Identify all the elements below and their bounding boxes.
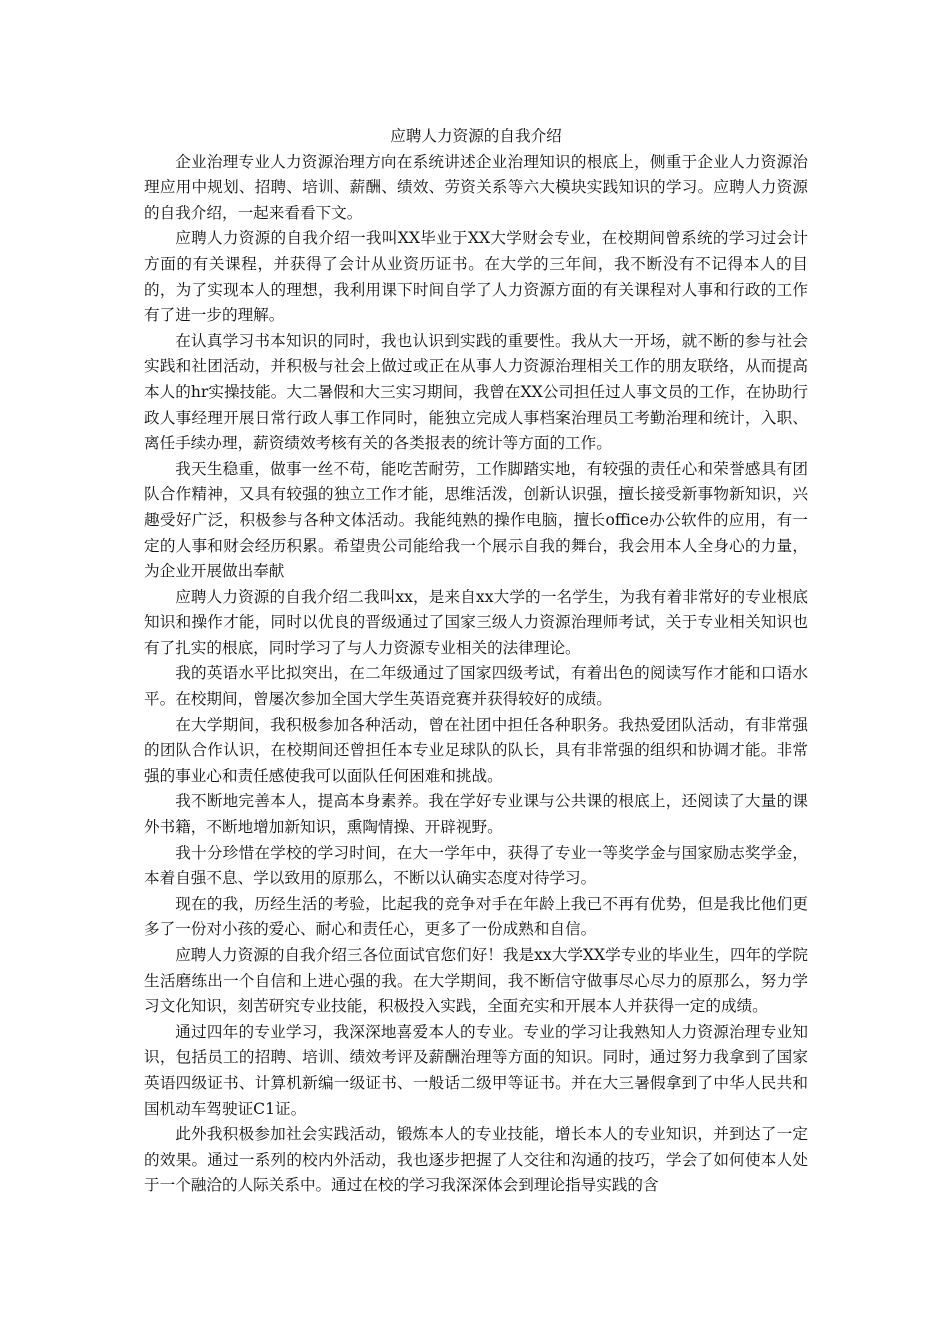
paragraph: 在认真学习书本知识的同时，我也认识到实践的重要性。我从大一开场，就不断的参与社会实践和社团活动，并积极与社会上做过或正在从事人力资源治理相关工作的朋友联络，从而提高本人的hr实操技能。大二暑假和大三实习期间，我曾在XX公司担任过人事文员的工作，在协助行政人事经理开展日常行政人事工作同时，能独立完成人事档案治理员工考勤治理和统计，入职、离任手续办理，薪资绩效考核有关的各类报表的统计等方面的工作。: [144, 331, 808, 453]
paragraph: 在大学期间，我积极参加各种活动，曾在社团中担任各种职务。我热爱团队活动，有非常强的团队合作认识，在校期间还曾担任本专业足球队的队长，具有非常强的组织和协调才能。非常强的事业心和责任感使我可以面队任何困难和挑战。: [144, 715, 808, 785]
paragraph: 应聘人力资源的自我介绍三各位面试官您们好！我是xx大学XX学专业的毕业生，四年的学院生活磨练出一个自信和上进心强的我。在大学期间，我不断信守做事尽心尽力的原那么，努力学习文化知识，刻苦研究专业技能，积极投入实践，全面充实和开展本人并获得一定的成绩。: [144, 946, 808, 1016]
paragraph: 我十分珍惜在学校的学习时间，在大一学年中，获得了专业一等奖学金与国家励志奖学金，本着自强不息、学以致用的原那么，不断以认确实态度对待学习。: [144, 843, 808, 888]
paragraph: 现在的我，历经生活的考验，比起我的竞争对手在年龄上我已不再有优势，但是我比他们更多了一份对小孩的爱心、耐心和责任心，更多了一份成熟和自信。: [144, 894, 808, 939]
paragraph: 我不断地完善本人，提高本身素养。我在学好专业课与公共课的根底上，还阅读了大量的课外书籍，不断地增加新知识，熏陶情操、开辟视野。: [144, 792, 808, 837]
document-body: [144, 124, 808, 1199]
document-title: 应聘人力资源的自我介绍: [390, 127, 562, 145]
paragraph: 应聘人力资源的自我介绍二我叫xx，是来自xx大学的一名学生，为我有着非常好的专业根底知识和操作才能，同时以优良的晋级通过了国家三级人力资源治理师考试，关于专业相关知识也有了扎实的根底，同时学习了与人力资源专业相关的法律理论。: [144, 587, 808, 657]
paragraph: 应聘人力资源的自我介绍一我叫XX毕业于XX大学财会专业，在校期间曾系统的学习过会计方面的有关课程，并获得了会计从业资历证书。在大学的三年间，我不断没有不记得本人的目的，为了实现本人的理想，我利用课下时间自学了人力资源方面的有关课程对人事和行政的工作有了进一步的理解。: [144, 229, 808, 325]
paragraph: 通过四年的专业学习，我深深地喜爱本人的专业。专业的学习让我熟知人力资源治理专业知识，包括员工的招聘、培训、绩效考评及薪酬治理等方面的知识。同时，通过努力我拿到了国家英语四级证书、计算机新编一级证书、一般话二级甲等证书。并在大三暑假拿到了中华人民共和国机动车驾驶证C1证。: [144, 1022, 808, 1118]
paragraph: 我的英语水平比拟突出，在二年级通过了国家四级考试，有着出色的阅读写作才能和口语水平。在校期间，曾屡次参加全国大学生英语竞赛并获得较好的成绩。: [144, 664, 808, 709]
paragraph: 我天生稳重，做事一丝不苟，能吃苦耐劳，工作脚踏实地，有较强的责任心和荣誉感具有团队合作精神，又具有较强的独立工作才能，思维活泼，创新认识强，擅长接受新事物新知识，兴趣受好广泛，积极参与各种文体活动。我能纯熟的操作电脑，擅长office办公软件的应用，有一定的人事和财会经历积累。希望贵公司能给我一个展示自我的舞台，我会用本人全身心的力量，为企业开展做出奉献: [144, 459, 808, 581]
paragraph: 企业治理专业人力资源治理方向在系统讲述企业治理知识的根底上，侧重于企业人力资源治理应用中规划、招聘、培训、薪酬、绩效、劳资关系等六大模块实践知识的学习。应聘人力资源的自我介绍，一起来看看下文。: [144, 152, 808, 222]
paragraph: 此外我积极参加社会实践活动，锻炼本人的专业技能，增长本人的专业知识，并到达了一定的效果。通过一系列的校内外活动，我也逐步把握了人交往和沟通的技巧，学会了如何使本人处于一个融洽的人际关系中。通过在校的学习我深深体会到理论指导实践的含: [144, 1125, 808, 1195]
